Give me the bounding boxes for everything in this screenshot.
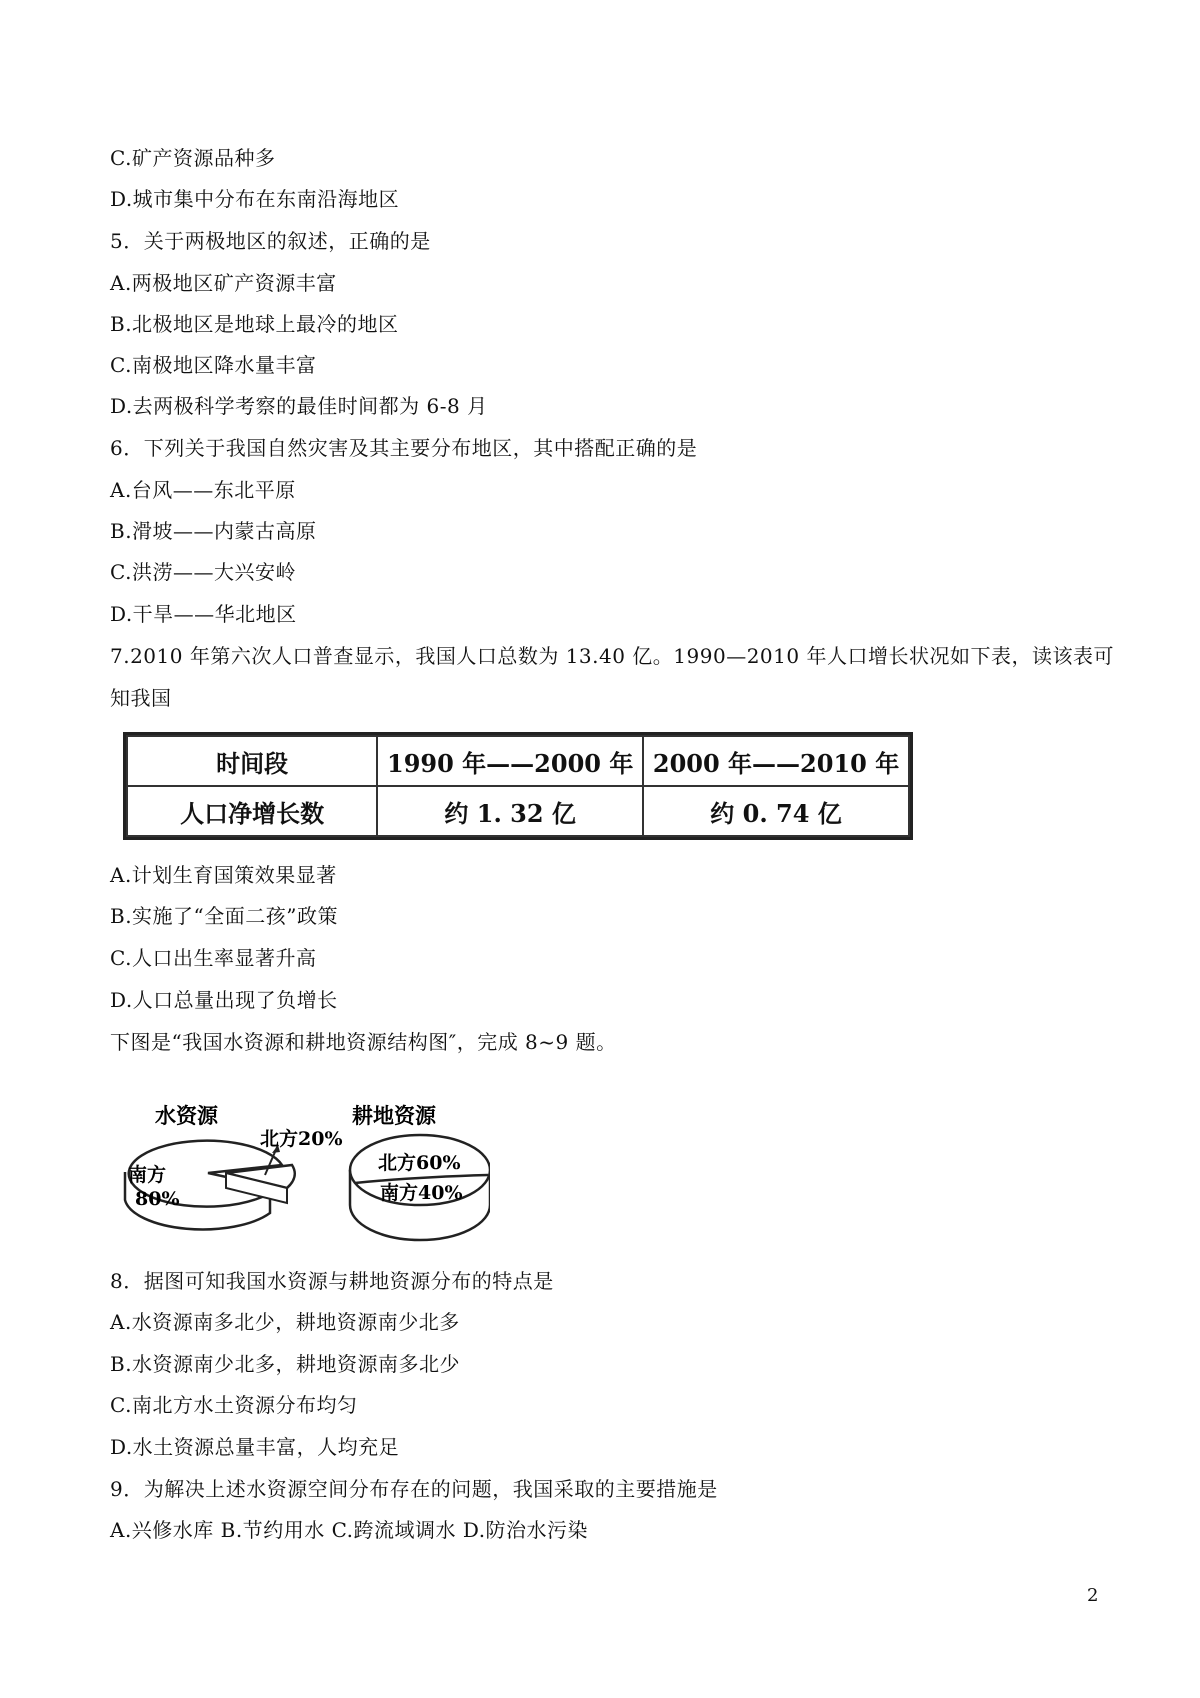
q7-stem-line1: 7.2010 年第六次人口普查显示，我国人口总数为 13.40 亿。1990—2010 年人口增长状况如下表，读该表可	[110, 644, 1114, 668]
q7-option-d: D.人口总量出现了负增长	[110, 988, 338, 1012]
table-cell: 时间段	[127, 736, 377, 786]
q8-option-a: A.水资源南多北少，耕地资源南少北多	[110, 1310, 460, 1334]
page-number: 2	[1087, 1585, 1099, 1606]
resource-pie-diagram	[110, 1085, 490, 1265]
population-table	[123, 732, 913, 840]
land-north-label: 北方60%	[378, 1152, 461, 1174]
water-pie	[125, 1103, 343, 1229]
land-pie	[350, 1103, 490, 1240]
q8-option-d: D.水土资源总量丰富，人均充足	[110, 1435, 400, 1459]
q8-option-c: C.南北方水土资源分布均匀	[110, 1393, 358, 1417]
q5-option-a: A.两极地区矿产资源丰富	[110, 271, 337, 295]
intro-q8-q9: 下图是“我国水资源和耕地资源结构图″，完成 8~9 题。	[110, 1030, 617, 1054]
water-north-label: 北方20%	[260, 1128, 343, 1150]
land-title: 耕地资源	[352, 1103, 436, 1128]
water-south-label: 南方	[128, 1164, 167, 1186]
q6-option-a: A.台风——东北平原	[110, 478, 296, 502]
q5-stem: 5．关于两极地区的叙述，正确的是	[110, 229, 431, 253]
table-cell: 约 1. 32 亿	[377, 786, 643, 836]
q7-stem-line2: 知我国	[110, 686, 172, 710]
table-cell: 2000 年——2010 年	[643, 736, 909, 786]
table-cell: 约 0. 74 亿	[643, 786, 909, 836]
water-title: 水资源	[155, 1103, 218, 1128]
q8-option-b: B.水资源南少北多，耕地资源南多北少	[110, 1352, 461, 1376]
q9-stem: 9．为解决上述水资源空间分布存在的问题，我国采取的主要措施是	[110, 1477, 718, 1501]
q9-options: A.兴修水库 B.节约用水 C.跨流域调水 D.防治水污染	[110, 1518, 589, 1542]
q8-stem: 8．据图可知我国水资源与耕地资源分布的特点是	[110, 1269, 554, 1293]
water-south-percent: 80%	[135, 1188, 180, 1210]
q6-option-c: C.洪涝——大兴安岭	[110, 560, 296, 584]
q4-option-c: C.矿产资源品种多	[110, 146, 276, 170]
q7-option-a: A.计划生育国策效果显著	[110, 863, 337, 887]
q6-stem: 6．下列关于我国自然灾害及其主要分布地区，其中搭配正确的是	[110, 436, 698, 460]
table-header-row	[127, 736, 909, 786]
q7-option-b: B.实施了“全面二孩”政策	[110, 904, 339, 928]
land-south-label: 南方40%	[380, 1182, 463, 1204]
table-cell: 人口净增长数	[127, 786, 377, 836]
q7-option-c: C.人口出生率显著升高	[110, 946, 317, 970]
q5-option-d: D.去两极科学考察的最佳时间都为 6-8 月	[110, 394, 488, 418]
q5-option-c: C.南极地区降水量丰富	[110, 353, 317, 377]
q6-option-b: B.滑坡——内蒙古高原	[110, 519, 317, 543]
table-cell: 1990 年——2000 年	[377, 736, 643, 786]
q4-option-d: D.城市集中分布在东南沿海地区	[110, 187, 400, 211]
q5-option-b: B.北极地区是地球上最冷的地区	[110, 312, 399, 336]
q6-option-d: D.干旱——华北地区	[110, 602, 297, 626]
table-row	[127, 786, 909, 836]
